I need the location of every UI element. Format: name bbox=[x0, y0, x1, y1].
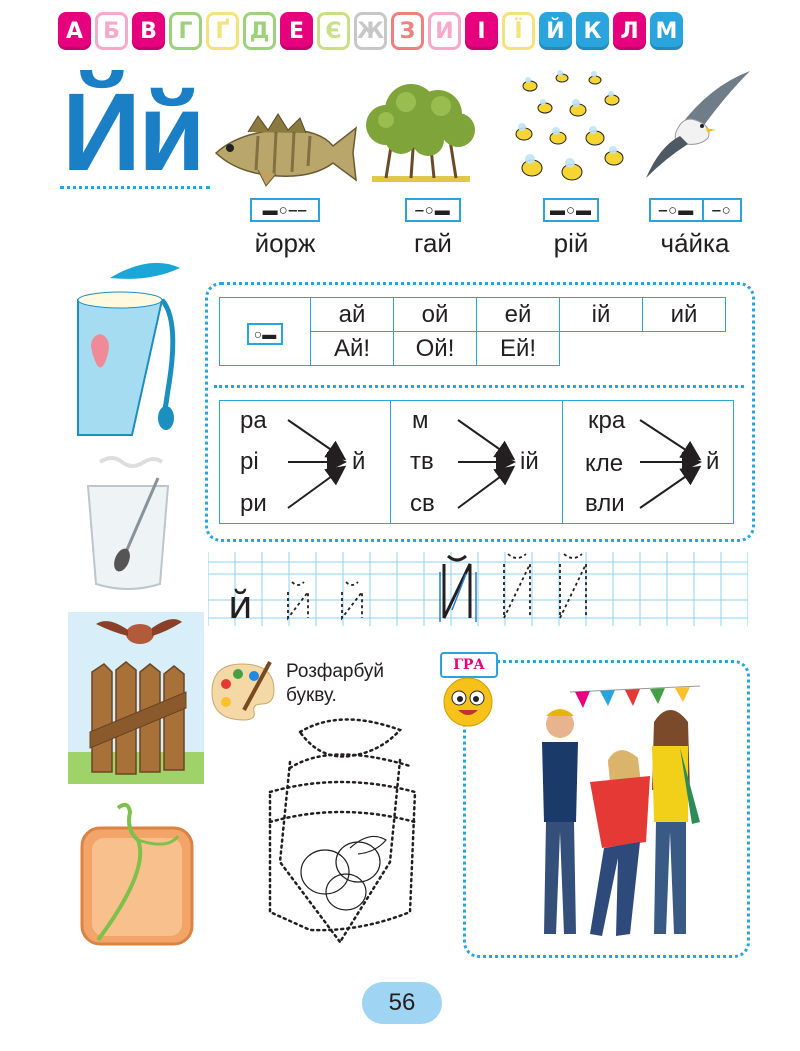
combine-right-ending: ій bbox=[520, 448, 539, 475]
syllable-cell: ей bbox=[477, 298, 560, 332]
word-label-4: ча́йка bbox=[660, 228, 730, 258]
combine-left-syllable: ра bbox=[240, 407, 267, 434]
word-label-2: гай bbox=[414, 228, 452, 258]
combine-left-syllable: тв bbox=[410, 448, 434, 475]
combine-left-syllable: кра bbox=[588, 407, 626, 434]
exclamation-cell: Ей! bbox=[477, 332, 560, 366]
syllable-cell: ий bbox=[643, 298, 726, 332]
combine-left-syllable: кле bbox=[585, 450, 624, 477]
alphabet-letter-tile: Е bbox=[280, 12, 313, 50]
combine-left-syllable: св bbox=[410, 490, 435, 517]
game-sign bbox=[436, 652, 500, 728]
alphabet-letter-tile: К bbox=[576, 12, 609, 50]
big-letter: Йй bbox=[62, 71, 203, 194]
word-scheme-3: ▬○▬ bbox=[543, 198, 599, 222]
word-scheme-1: ▬○‒‒ bbox=[250, 198, 320, 222]
exclamation-cell: Ай! bbox=[311, 332, 394, 366]
alphabet-letter-tile: И bbox=[428, 12, 461, 50]
syllable-cell: ай bbox=[311, 298, 394, 332]
combine-right-ending: й bbox=[706, 448, 720, 475]
handwriting-grid bbox=[208, 552, 748, 626]
combine-left-syllable: рі bbox=[240, 448, 259, 475]
fence-with-bird-picture bbox=[68, 612, 204, 784]
word-scheme-4b: ‒○ bbox=[702, 198, 742, 222]
paint-instruction bbox=[286, 660, 384, 708]
bread-slice-picture bbox=[78, 800, 198, 948]
scheme-cell: ○▬ bbox=[247, 323, 283, 345]
combine-left-syllable: вли bbox=[585, 490, 625, 517]
combine-right-ending: й bbox=[352, 448, 366, 475]
word-scheme-4a: ‒○▬ bbox=[649, 198, 704, 222]
exclamation-cell: Ой! bbox=[394, 332, 477, 366]
alphabet-letter-tile: Ґ bbox=[206, 12, 239, 50]
dotted-coloring-picture bbox=[250, 712, 430, 957]
word-label-3: рій bbox=[553, 228, 589, 258]
alphabet-letter-tile: М bbox=[650, 12, 683, 50]
paint-instruction-line: Розфарбуй bbox=[286, 661, 385, 682]
alphabet-letter-tile: Ж bbox=[354, 12, 387, 50]
game-sign-board: ГРА bbox=[440, 652, 498, 678]
alphabet-letter-tile: Й bbox=[539, 12, 572, 50]
syllable-cell: ой bbox=[394, 298, 477, 332]
alphabet-letter-tile: А bbox=[58, 12, 91, 50]
combine-left-syllable: ри bbox=[240, 490, 267, 517]
page-number: 56 bbox=[362, 982, 442, 1024]
combine-left-syllable: м bbox=[412, 407, 429, 434]
alphabet-letter-tile: Л bbox=[613, 12, 646, 50]
alphabet-letter-tile: Д bbox=[243, 12, 276, 50]
alphabet-letter-tile: Г bbox=[169, 12, 202, 50]
letter-sample-solid: й bbox=[228, 583, 253, 626]
paint-instruction-line: букву. bbox=[286, 685, 337, 706]
alphabet-letter-tile: В bbox=[132, 12, 165, 50]
alphabet-letter-tile: І bbox=[465, 12, 498, 50]
word-label-1: йорж bbox=[254, 228, 316, 258]
alphabet-letter-tile: Є bbox=[317, 12, 350, 50]
word-scheme-2: ‒○▬ bbox=[405, 198, 461, 222]
alphabet-letter-tile: Б bbox=[95, 12, 128, 50]
syllable-cell: ій bbox=[560, 298, 643, 332]
alphabet-letter-tile: З bbox=[391, 12, 424, 50]
children-photo bbox=[520, 672, 720, 942]
alphabet-letter-tile: Ї bbox=[502, 12, 535, 50]
smiley-icon bbox=[440, 674, 496, 728]
